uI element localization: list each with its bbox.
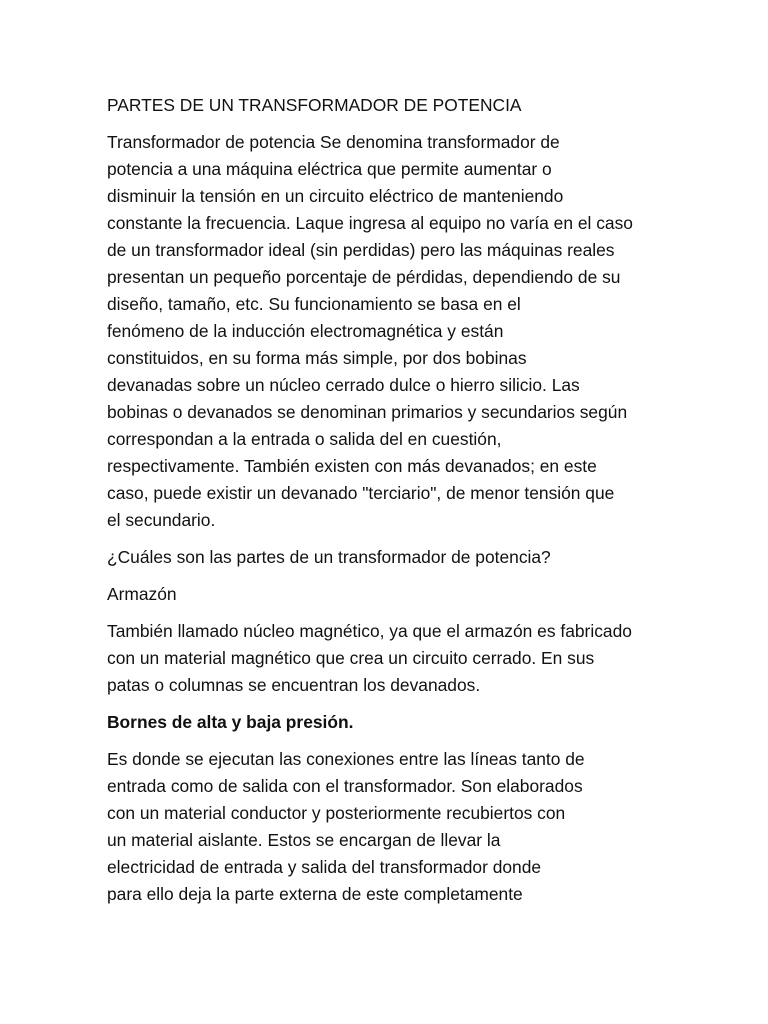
question-paragraph: ¿Cuáles son las partes de un transformador de potencia? [107, 547, 551, 567]
bornes-paragraph: Es donde se ejecutan las conexiones entre las líneas tanto de entrada como de salida con el transformador. Son elaborados con un material conductor y posteriormente recubiertos con un material aislante. Estos se encargan de llevar la electricidad de entrada y salida del transformador donde para ello deja la parte externa de este completamente [107, 749, 585, 904]
document-content [107, 92, 667, 918]
bornes-heading: Bornes de alta y baja presión. [107, 712, 354, 732]
document-title: PARTES DE UN TRANSFORMADOR DE POTENCIA [107, 95, 522, 115]
armazon-paragraph: También llamado núcleo magnético, ya que el armazón es fabricado con un material magnético que crea un circuito cerrado. En sus patas o columnas se encuentran los devanados. [107, 621, 632, 695]
armazon-heading: Armazón [107, 584, 177, 604]
intro-paragraph: Transformador de potencia Se denomina transformador de potencia a una máquina eléctrica que permite aumentar o disminuir la tensión en un circuito eléctrico de manteniendo constante la frecuencia. Laque ingresa al equipo no varía en el caso de un transformador ideal (sin perdidas) pero las máquinas reales presentan un pequeño porcentaje de pérdidas, dependiendo de su diseño, tamaño, etc. Su funcionamiento se basa en el fenómeno de la inducción electromagnética y están constituidos, en su forma más simple, por dos bobinas devanadas sobre un núcleo cerrado dulce o hierro silicio. Las bobinas o devanados se denominan primarios y secundarios según correspondan a la entrada o salida del en cuestión, respectivamente. También existen con más devanados; en este caso, puede existir un devanado "terciario", de menor tensión que el secundario. [107, 132, 633, 530]
